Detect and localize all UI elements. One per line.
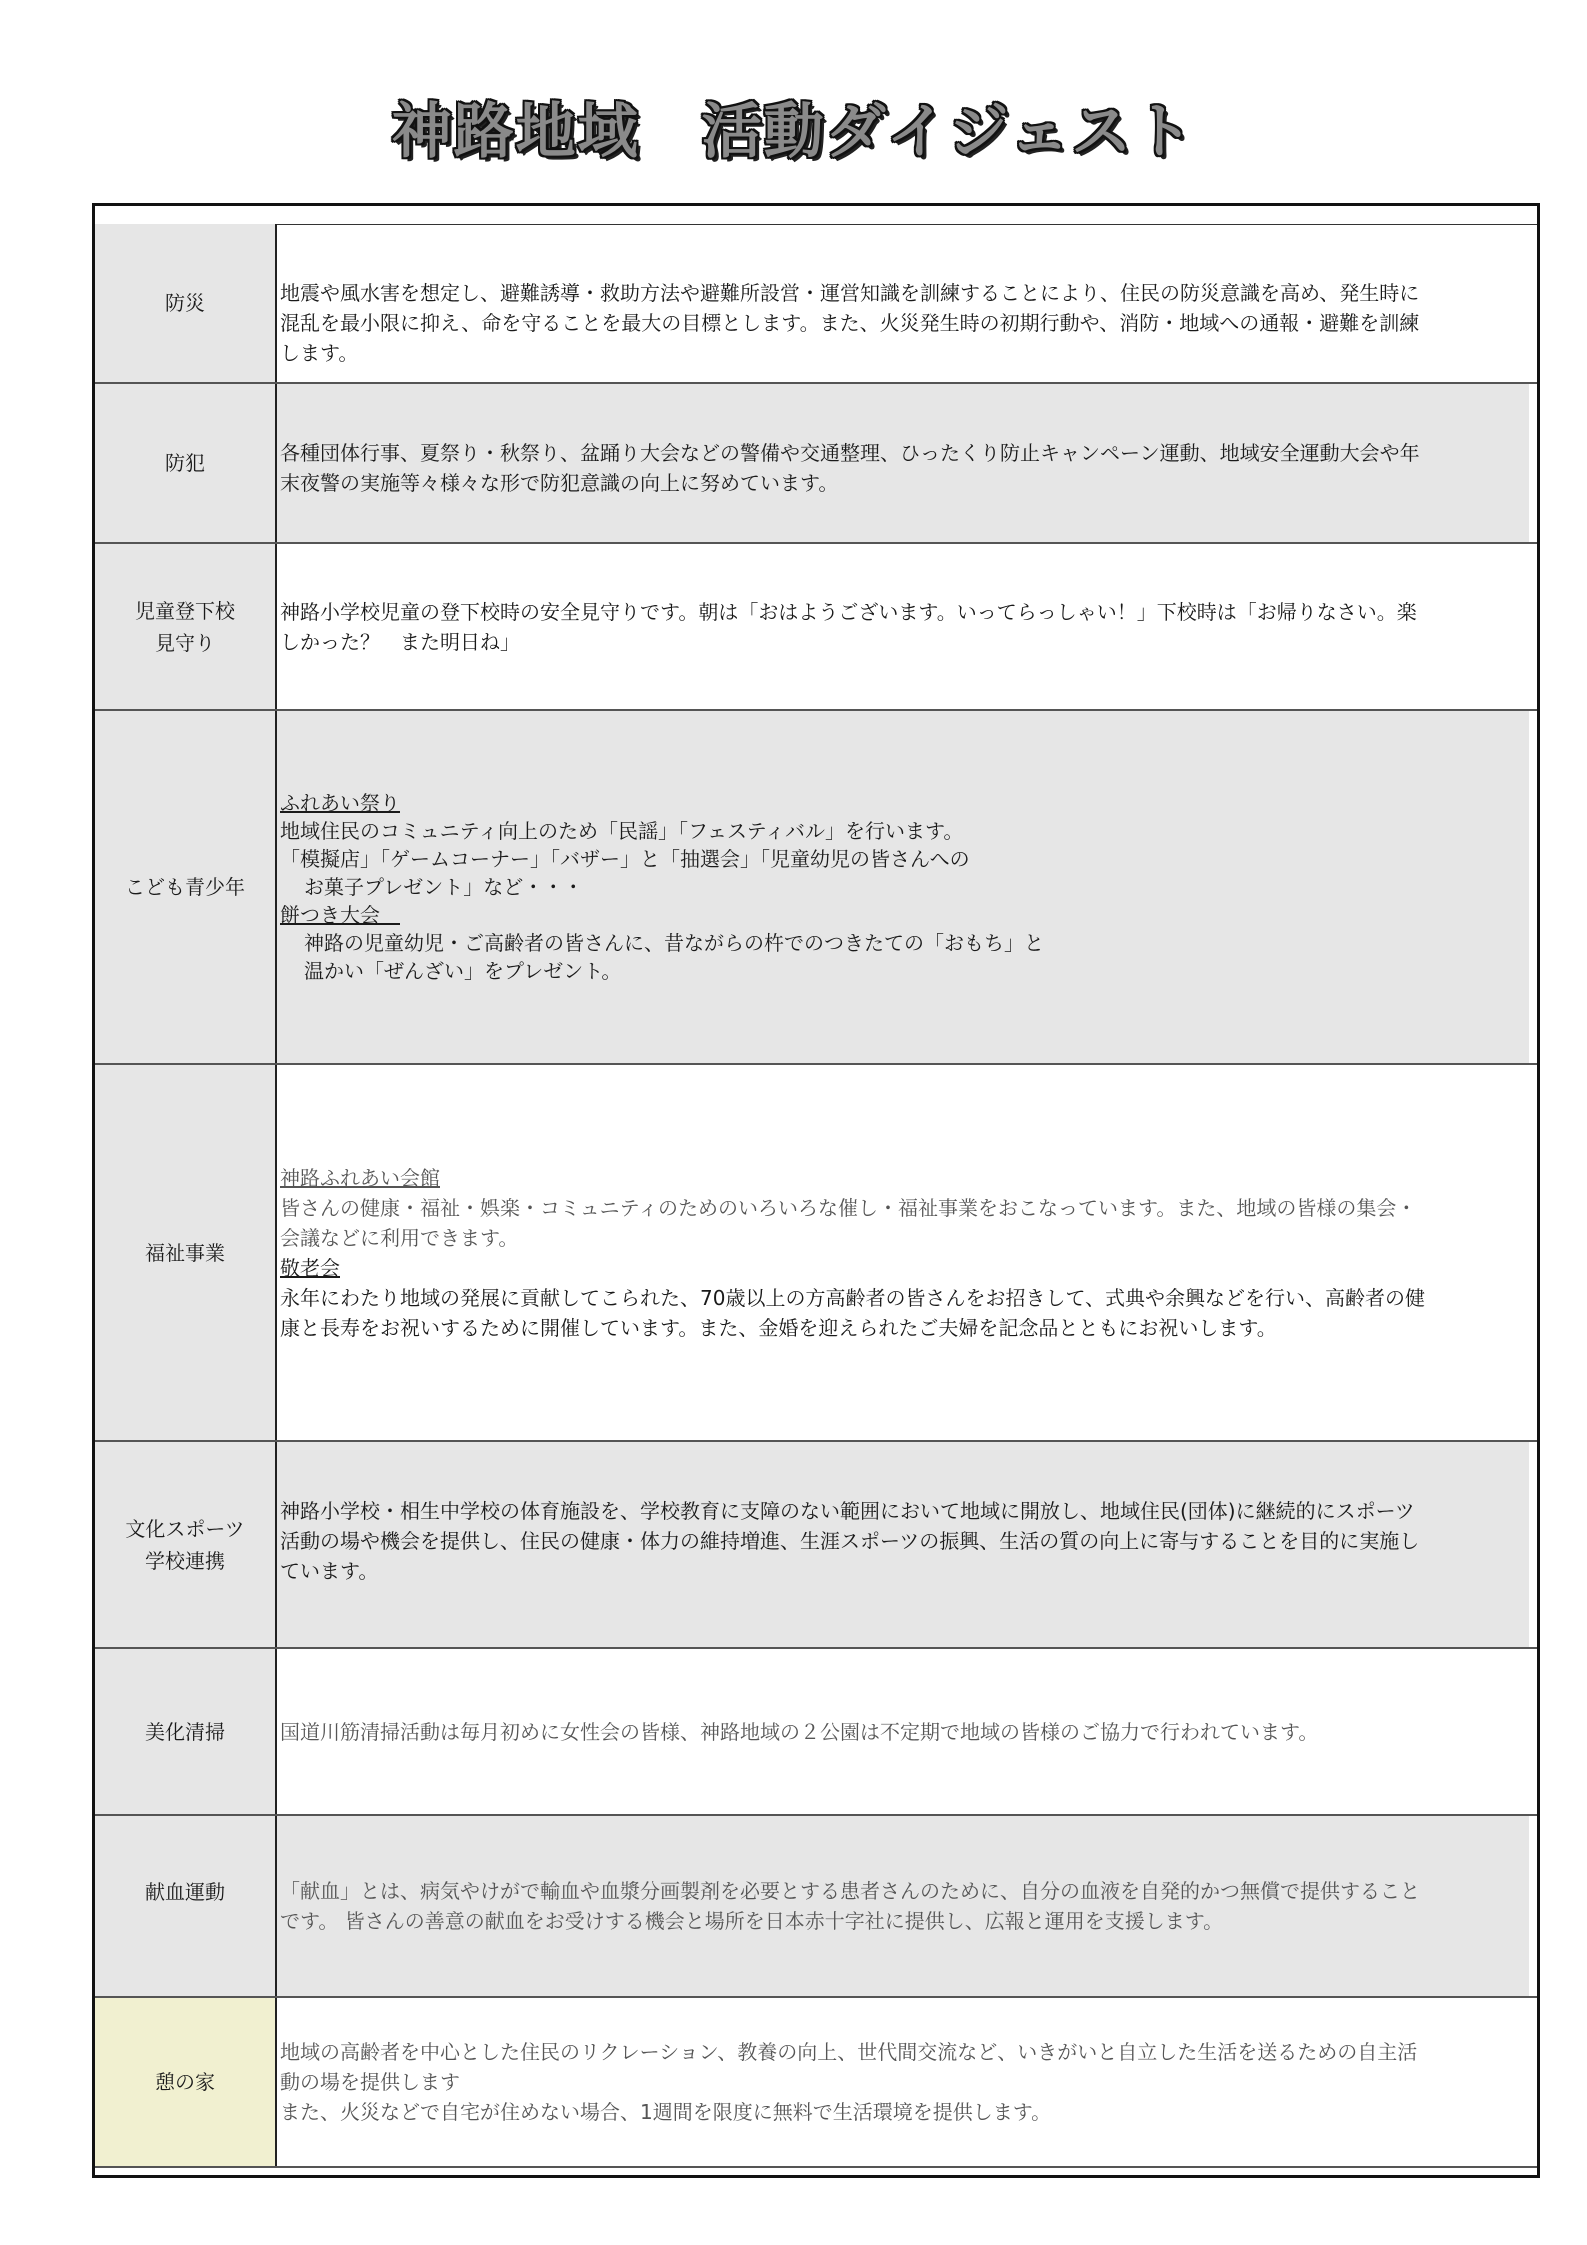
table-row-school-watch — [95, 544, 1537, 711]
row-content — [277, 1816, 1529, 1996]
content-line: 「献血」とは、病気やけがで輸血や血漿分画製剤を必要とする患者さんのために、自分の血液を自発的かつ無償で提供すること — [280, 1879, 1420, 1903]
content-line: 会議などに利用できます。 — [280, 1225, 519, 1250]
row-content — [277, 384, 1529, 542]
row-label-line: 防犯 — [165, 451, 205, 475]
row-content — [277, 544, 1529, 709]
content-line: 混乱を最小限に抑え、命を守ることを最大の目標とします。また、火災発生時の初期行動や、消防・地域への通報・避難を訓練 — [280, 311, 1420, 335]
row-label — [95, 711, 277, 1063]
row-label-line: 福祉事業 — [145, 1240, 225, 1265]
content-line: 地震や風水害を想定し、避難誘導・救助方法や避難所設営・運営知識を訓練することにより、住民の防災意識を高め、発生時に — [280, 281, 1420, 305]
content-line: ています。 — [280, 1559, 379, 1583]
event-heading-keirokai: 敬老会 — [280, 1255, 340, 1280]
content-line: します。 — [280, 341, 359, 365]
content-line: 地域住民のコミュニティ向上のため「民謡」「フェスティバル」を行います。 — [280, 819, 964, 843]
content-line: 活動の場や機会を提供し、住民の健康・体力の維持増進、生涯スポーツの振興、生活の質の向上に寄与することを目的に実施し — [280, 1529, 1420, 1553]
row-label — [95, 1442, 277, 1647]
row-label-line: 献血運動 — [145, 1880, 225, 1904]
table-row-ikoi-house — [95, 1998, 1537, 2168]
page-title: 神路地域 活動ダイジェスト — [391, 97, 1196, 167]
row-content — [277, 1065, 1529, 1440]
row-label-line: 文化スポーツ — [125, 1516, 245, 1541]
content-line: お菓子プレゼント」など・・・ — [304, 875, 584, 899]
row-label — [95, 544, 277, 709]
table-row-blood-donation — [95, 1816, 1537, 1998]
table-row-welfare — [95, 1065, 1537, 1442]
row-label — [95, 224, 277, 382]
content-line: 地域の高齢者を中心とした住民のリクレーション、教養の向上、世代間交流など、いきがいと自立した生活を送るための自主活 — [280, 2040, 1418, 2064]
row-label — [95, 1998, 277, 2166]
table-row-culture-sports — [95, 1442, 1537, 1649]
content-line: 「模擬店」「ゲームコーナー」「バザー」と「抽選会」「児童幼児の皆さんへの — [280, 847, 970, 871]
row-label — [95, 1649, 277, 1814]
row-label-line: 憩の家 — [155, 2070, 215, 2094]
table-row-crime-prevention — [95, 384, 1537, 544]
table-row-disaster-prevention — [95, 224, 1537, 384]
row-label-line: 学校連携 — [144, 1548, 225, 1573]
content-line: 神路の児童幼児・ご高齢者の皆さんに、昔ながらの杵でのつきたての「おもち」と — [304, 931, 1044, 955]
row-content — [277, 711, 1529, 1063]
row-content — [277, 224, 1529, 382]
content-line: しかった？ また明日ね」 — [280, 629, 520, 654]
content-line: です。 皆さんの善意の献血をお受けする機会と場所を日本赤十字社に提供し、広報と運用を支援します。 — [280, 1909, 1224, 1933]
row-label — [95, 384, 277, 542]
content-line: 康と長寿をお祝いするために開催しています。また、金婚を迎えられたご夫婦を記念品とともにお祝いします。 — [280, 1315, 1277, 1340]
content-line: また、火災などで自宅が住めない場合、1週間を限度に無料で生活環境を提供します。 — [280, 2100, 1052, 2124]
row-content — [277, 1649, 1529, 1814]
event-heading-fureai-festival: ふれあい祭り — [280, 791, 400, 815]
table-row-youth — [95, 711, 1537, 1065]
content-line: 神路小学校・相生中学校の体育施設を、学校教育に支障のない範囲において地域に開放し、地域住民(団体)に継続的にスポーツ — [280, 1499, 1415, 1523]
content-line: 皆さんの健康・福祉・娯楽・コミュニティのためのいろいろな催し・福祉事業をおこなっています。また、地域の皆様の集会・ — [280, 1195, 1417, 1220]
content-line: 永年にわたり地域の発展に貢献してこられた、70歳以上の方高齢者の皆さんをお招きして、式典や余興などを行い、高齢者の健 — [280, 1285, 1426, 1310]
row-label-line: 児童登下校 — [135, 598, 235, 623]
content-line: 末夜警の実施等々様々な形で防犯意識の向上に努めています。 — [280, 471, 839, 495]
row-label — [95, 1816, 277, 1996]
row-label-line: 防災 — [165, 291, 205, 315]
row-content — [277, 1998, 1529, 2166]
content-line: 温かい「ぜんざい」をプレゼント。 — [304, 959, 622, 983]
row-label-line: こども青少年 — [125, 875, 245, 899]
content-line: 神路小学校児童の登下校時の安全見守りです。朝は「おはようございます。いってらっしゃい！」下校時は「お帰りなさい。楽 — [280, 599, 1417, 624]
content-line: 動の場を提供します — [280, 2070, 460, 2094]
event-heading-mochitsuki: 餅つき大会 — [280, 903, 400, 927]
table-row-cleanup — [95, 1649, 1537, 1816]
content-line: 国道川筋清掃活動は毎月初めに女性会の皆様、神路地域の２公園は不定期で地域の皆様のご協力で行われています。 — [280, 1719, 1319, 1744]
facility-heading-fureai-hall: 神路ふれあい会館 — [280, 1165, 440, 1190]
activity-table — [92, 203, 1540, 2178]
row-content — [277, 1442, 1529, 1647]
content-line: 各種団体行事、夏祭り・秋祭り、盆踊り大会などの警備や交通整理、ひったくり防止キャンペーン運動、地域安全運動大会や年 — [280, 441, 1420, 465]
row-label — [95, 1065, 277, 1440]
row-label-line: 見守り — [155, 630, 215, 655]
row-label-line: 美化清掃 — [145, 1719, 225, 1744]
